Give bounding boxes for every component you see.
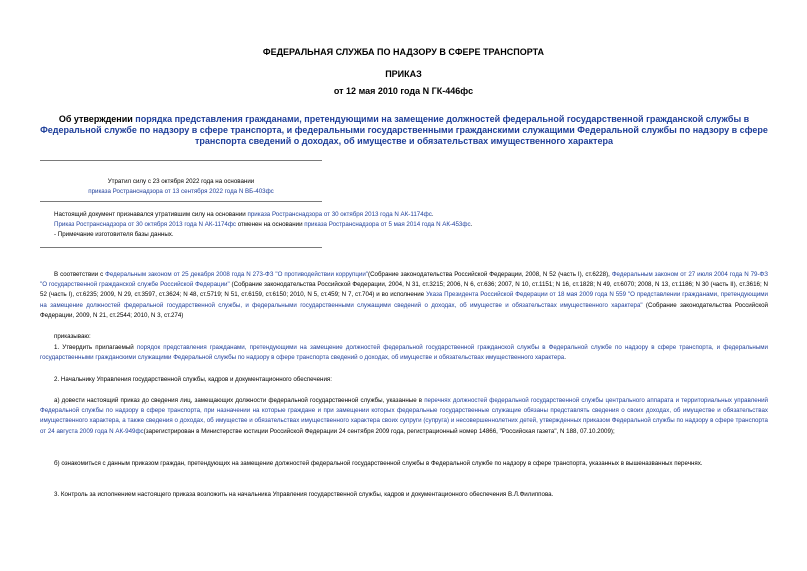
note-line-2-end: . <box>470 221 473 228</box>
positions-lists-link[interactable]: перечнях должностей федеральной государственной службы центрального аппарата и территориальных управлений Федеральной службы по надзору в сфере транспорта, при назначении на которые граждане и при замещении которых федеральные государственные служащие обязаны представлять сведения о своих доходах, об имуществе и обязательствах имущественного характера, а также сведения о доходах, об имуществе и обязательствах имущественного характера своих супруги (супруга) и несовершеннолетних детей, утвержденных приказом Федеральной службы по надзору в сфере транспорта от 24 августа 2009 года N АК-949фс <box>40 397 768 435</box>
item-1-text: 1. Утвердить прилагаемый <box>54 344 137 351</box>
orders-word: приказываю: <box>54 333 91 340</box>
note-order-1174-link[interactable]: приказа Ространснадзора от 30 октября 2013 года N АК-1174фс <box>247 211 432 218</box>
lost-force-notice <box>40 177 322 197</box>
divider-middle <box>40 201 322 202</box>
item-1-paragraph <box>40 343 768 363</box>
note-line-1-end: . <box>431 211 434 218</box>
note-line-3: - Примечание изготовителя базы данных. <box>54 231 174 238</box>
note-order-453-link[interactable]: приказа Ространснадзора от 5 мая 2014 года N АК-453фс <box>304 221 471 228</box>
lost-force-order-link[interactable]: приказа Ространснадзора от 13 сентября 2022 года N ВБ-403фс <box>88 188 274 195</box>
note-line-1-text: Настоящий документ признавался утратившим силу на основании <box>54 211 248 218</box>
preamble-text-c: (Собрание законодательства Российской Федерации, 2004, N 31, ст.3215; 2006, N 6, ст.636; 2007, N 10, ст.1151; N 16, ст.1828; N 49, ст.6070; 2008, N 13, ст.1186; N 30 (часть II), ст.3616; N 52 (часть I), ст.6235; 2009, N 29, ст.3597, ст.3624; N 48, ст.5719; N 51, ст.6159, ст.6150; 2010, N 5, ст.459; N 7, ст.704) и во исполнение <box>40 281 768 299</box>
editorial-note <box>40 210 600 240</box>
law-273-fz-link[interactable]: Федеральным законом от 25 декабря 2008 года N 273-ФЗ "О противодействии коррупции" <box>105 271 369 278</box>
preamble-text-d: (Собрание законодательства Российской Федерации, 2009, N 21, ст.2544; 2010, N 3, ст.274) <box>40 301 768 319</box>
item-2b-paragraph: б) ознакомиться с данным приказом граждан, претендующих на замещение должностей федеральной государственной службы в Федеральной службе по надзору в сфере транспорта, указанных в вышеназванных перечнях. <box>54 460 703 467</box>
item-2a-paragraph <box>40 396 768 437</box>
document-date-number: от 12 мая 2010 года N ГК-446фс <box>333 86 474 96</box>
item-3-paragraph: 3. Контроль за исполнением настоящего приказа возложить на начальника Управления государственной службы, кадров и документационного обеспечения В.Л.Филиппова. <box>54 491 554 498</box>
note-line-2 <box>40 220 600 230</box>
decree-559-link[interactable]: Указа Президента Российской Федерации от 18 мая 2009 года N 559 "О представлении гражданами, претендующими на замещение должностей федеральной государственной службы, и федеральными государственными служащими сведений о доходах, об имуществе и обязательствах имущественного характера" <box>40 291 769 309</box>
item-2a-end: (зарегистрирован в Министерстве юстиции Российской Федерации 24 сентября 2009 года, регистрационный номер 14866, "Российская газета", N 188, 07.10.2009); <box>143 427 615 435</box>
document-title <box>40 114 768 147</box>
law-79-fz-link[interactable]: Федеральным законом от 27 июля 2004 года N 79-ФЗ "О государственной гражданской службе Российской Федерации" <box>40 271 769 289</box>
item-2a-text: а) довести настоящий приказ до сведения лиц, замещающих должности федеральной государственной службы, указанные в <box>54 397 425 404</box>
agency-name: ФЕДЕРАЛЬНАЯ СЛУЖБА ПО НАДЗОРУ В СФЕРЕ ТРАНСПОРТА <box>262 47 545 57</box>
divider-top <box>40 160 322 161</box>
lost-force-text: Утратил силу с 23 октября 2022 года на основании <box>107 178 255 185</box>
item-1-procedure-link[interactable]: порядок представления гражданами, претендующими на замещение должностей федеральной государственной гражданской службы в Федеральной службе по надзору в сфере транспорта, и федеральными государственными гражданскими служащими Федеральной службы по надзору в сфере транспорта сведений о доходах, об имуществе и обязательствах имущественного характера <box>40 344 768 362</box>
preamble-paragraph <box>40 270 768 321</box>
item-1-end: . <box>564 354 566 362</box>
document-type: ПРИКАЗ <box>385 69 422 79</box>
preamble-text-b: (Собрание законодательства Российской Федерации, 2008, N 52 (часть I), ст.6228), <box>368 271 612 278</box>
item-2-paragraph: 2. Начальнику Управления государственной службы, кадров и документационного обеспечения: <box>54 376 332 383</box>
title-prefix: Об утверждении <box>58 114 136 124</box>
note-order-1174-link-2[interactable]: Приказ Ространснадзора от 30 октября 2013 года N АК-1174фс <box>54 221 237 228</box>
preamble-text-a: В соответствии с <box>54 271 106 278</box>
title-procedure-link[interactable]: порядка представления гражданами, претендующими на замещение должностей федеральной государственной гражданской службы в Федеральной службе по надзору в сфере транспорта, и федеральными государственными гражданскими служащими Федеральной службы по надзору в сфере транспорта сведений о доходах, об имуществе и обязательствах имущественного характера <box>40 114 768 146</box>
note-line-1 <box>40 210 600 220</box>
note-line-2-text: отменен на основании <box>236 221 305 228</box>
divider-bottom <box>40 247 322 248</box>
